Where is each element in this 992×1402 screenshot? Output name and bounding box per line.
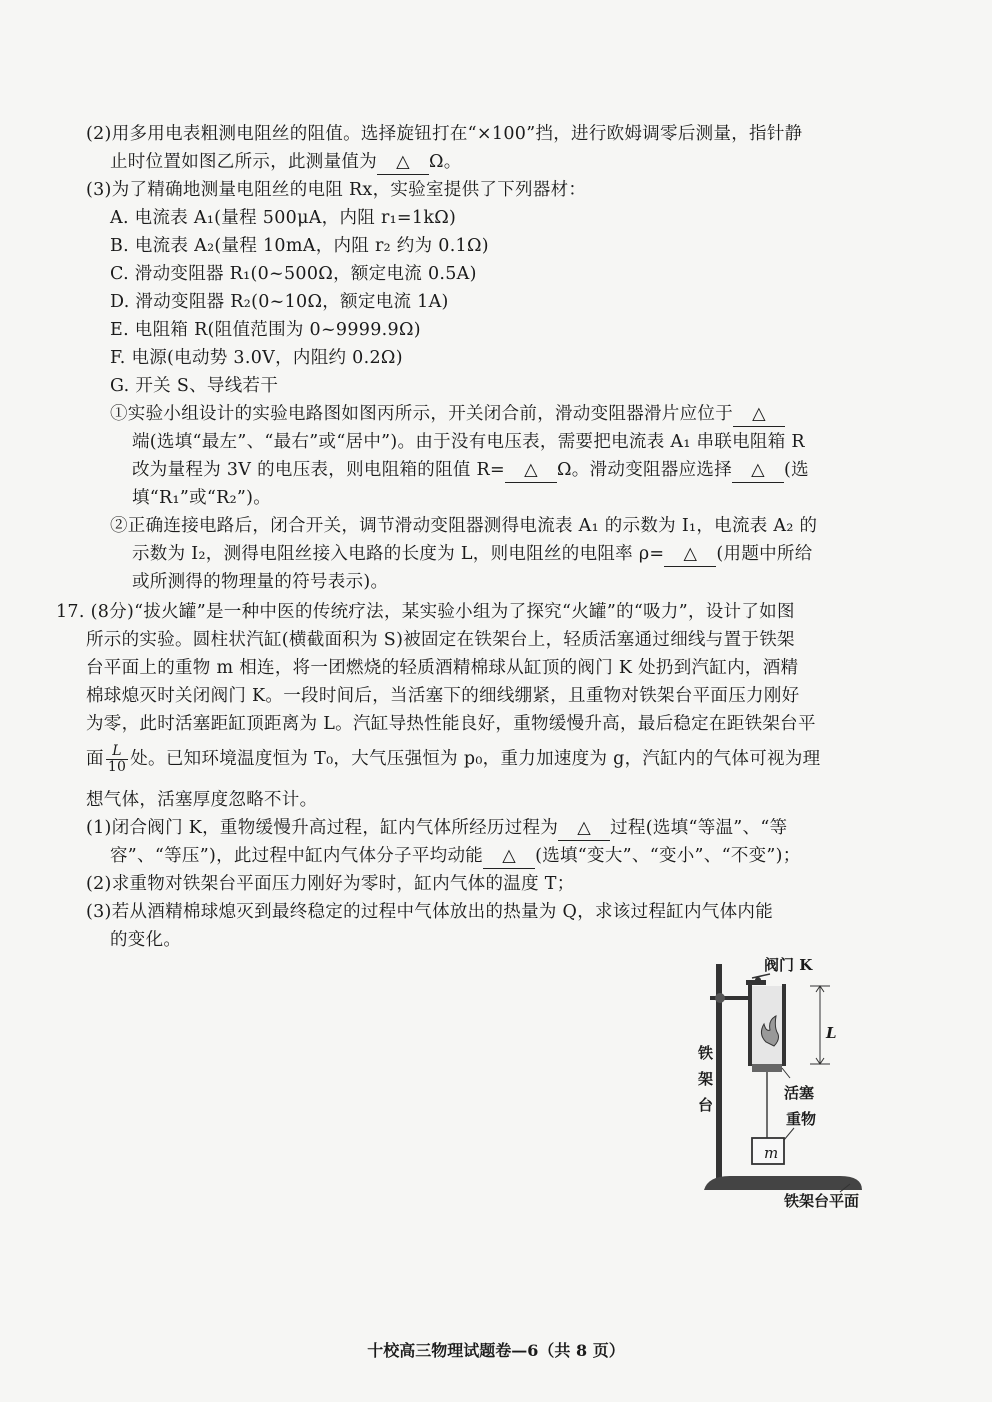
equipment-item-f: F. 电源(电动势 3.0V，内阻约 0.2Ω) (110, 348, 403, 368)
answer-blank: △ (664, 542, 716, 567)
q16-part2-text: 止时位置如图乙所示，此测量值为 (110, 152, 377, 172)
q17-sub3-line2: 的变化。 (110, 930, 182, 950)
subquestion-1-text: (选 (784, 460, 809, 480)
fraction-numerator: L (106, 744, 128, 760)
length-label: L (826, 1024, 837, 1042)
q16-part2-unit: Ω。 (429, 152, 462, 172)
equipment-item-a: A. 电流表 A₁(量程 500μA，内阻 r₁=1kΩ) (110, 208, 457, 228)
q17-line7: 想气体，活塞厚度忽略不计。 (86, 790, 318, 810)
stand-label-3: 台 (698, 1096, 714, 1114)
q17-text: 处。已知环境温度恒为 T₀，大气压强恒为 p₀，重力加速度为 g，汽缸内的气体可视为理 (130, 749, 821, 769)
equipment-item-b: B. 电流表 A₂(量程 10mA，内阻 r₂ 约为 0.1Ω) (110, 236, 489, 256)
subquestion-2-line3: 或所测得的物理量的符号表示)。 (132, 572, 389, 592)
q17-line5: 为零，此时活塞距缸顶距离为 L。汽缸导热性能良好，重物缓慢升高，最后稳定在距铁架台平 (86, 714, 816, 734)
piston (752, 1064, 782, 1072)
answer-blank: △ (733, 402, 785, 427)
q17-sub1-text: (1)闭合阀门 K，重物缓慢升高过程，缸内气体所经历过程为 (86, 818, 559, 838)
subquestion-1-line4: 填“R₁”或“R₂”)。 (132, 488, 272, 508)
q17-line1: 17. (8分)“拔火罐”是一种中医的传统疗法，某实验小组为了探究“火罐”的“吸力”，设计了如图 (56, 602, 795, 622)
equipment-item-e: E. 电阻箱 R(阻值范围为 0~9999.9Ω) (110, 320, 421, 340)
fraction-denominator: 10 (107, 759, 127, 775)
cylinder-left-wall (748, 984, 752, 1066)
subquestion-1-line2: 端(选填“最左”、“最右”或“居中”)。由于没有电压表，需要把电流表 A₁ 串联电阻箱 R (132, 432, 805, 452)
subquestion-2-text: (用题中所给 (716, 544, 813, 564)
stand-label-2: 架 (698, 1070, 714, 1088)
leader-piston (782, 1068, 790, 1078)
subquestion-1-text: ①实验小组设计的实验电路图如图丙所示，开关闭合前，滑动变阻器滑片应位于 (110, 404, 733, 424)
q17-sub3-line1: (3)若从酒精棉球熄灭到最终稳定的过程中气体放出的热量为 Q，求该过程缸内气体内能 (86, 902, 773, 922)
answer-blank: △ (505, 458, 557, 483)
piston-label: 活塞 (784, 1084, 815, 1102)
clamp-knob (715, 993, 725, 1003)
subquestion-2-line2 (132, 542, 813, 567)
q17-sub1-line2 (110, 844, 801, 869)
answer-blank: △ (558, 816, 610, 841)
q16-part3-intro: (3)为了精确地测量电阻丝的电阻 Rx，实验室提供了下列器材： (86, 180, 587, 200)
q17-sub2: (2)求重物对铁架台平面压力刚好为零时，缸内气体的温度 T； (86, 874, 575, 894)
fraction-l-over-10 (106, 744, 128, 775)
equipment-item-d: D. 滑动变阻器 R₂(0~10Ω，额定电流 1A) (110, 292, 449, 312)
q17-line2: 所示的实验。圆柱状汽缸(横截面积为 S)被固定在铁架台上，轻质活塞通过细线与置于铁架 (86, 630, 795, 650)
subquestion-2-text: 示数为 I₂，测得电阻丝接入电路的长度为 L，则电阻丝的电阻率 ρ= (132, 544, 665, 564)
subquestion-1-line3 (132, 458, 809, 483)
subquestion-1-text: Ω。滑动变阻器应选择 (557, 460, 733, 480)
mass-label: m (764, 1144, 779, 1162)
q17-sub1-text: 容”、“等压”)，此过程中缸内气体分子平均动能 (110, 846, 484, 866)
q17-sub1-line1 (86, 816, 787, 841)
q17-line4: 棉球熄灭时关闭阀门 K。一段时间后，当活塞下的细线绷紧，且重物对铁架台平面压力刚好 (86, 686, 800, 706)
answer-blank: △ (377, 150, 429, 175)
answer-blank: △ (483, 844, 535, 869)
q17-text: 面 (86, 749, 104, 769)
leader-weight (784, 1128, 794, 1140)
q16-part2-line1: (2)用多用电表粗测电阻丝的阻值。选择旋钮打在“×100”挡，进行欧姆调零后测量，指针静 (86, 124, 803, 144)
subquestion-1-line1 (110, 402, 785, 427)
q17-sub1-text: 过程(选填“等温”、“等 (610, 818, 788, 838)
q17-line6 (86, 744, 820, 775)
equipment-item-g: G. 开关 S、导线若干 (110, 376, 279, 396)
answer-blank: △ (732, 458, 784, 483)
stand-base (704, 1176, 862, 1190)
page-footer: 十校高三物理试题卷—6（共 8 页） (367, 1341, 625, 1360)
subquestion-2-line1: ②正确连接电路后，闭合开关，调节滑动变阻器测得电流表 A₁ 的示数为 I₁，电流表 A₂ 的 (110, 516, 818, 536)
stand-label-1: 铁 (698, 1044, 714, 1062)
cylinder-interior (752, 986, 782, 1066)
weight-label: 重物 (786, 1110, 817, 1128)
base-label: 铁架台平面 (784, 1192, 860, 1210)
valve-label: 阀门 K (764, 956, 813, 974)
q17-sub1-text: (选填“变大”、“变小”、“不变”)； (535, 846, 801, 866)
subquestion-1-text: 改为量程为 3V 的电压表，则电阻箱的阻值 R= (132, 460, 505, 480)
q16-part2-line2 (110, 150, 462, 175)
cylinder-right-wall (782, 984, 786, 1066)
q17-line3: 台平面上的重物 m 相连，将一团燃烧的轻质酒精棉球从缸顶的阀门 K 处扔到汽缸内，酒精 (86, 658, 799, 678)
equipment-item-c: C. 滑动变阻器 R₁(0~500Ω，额定电流 0.5A) (110, 264, 477, 284)
